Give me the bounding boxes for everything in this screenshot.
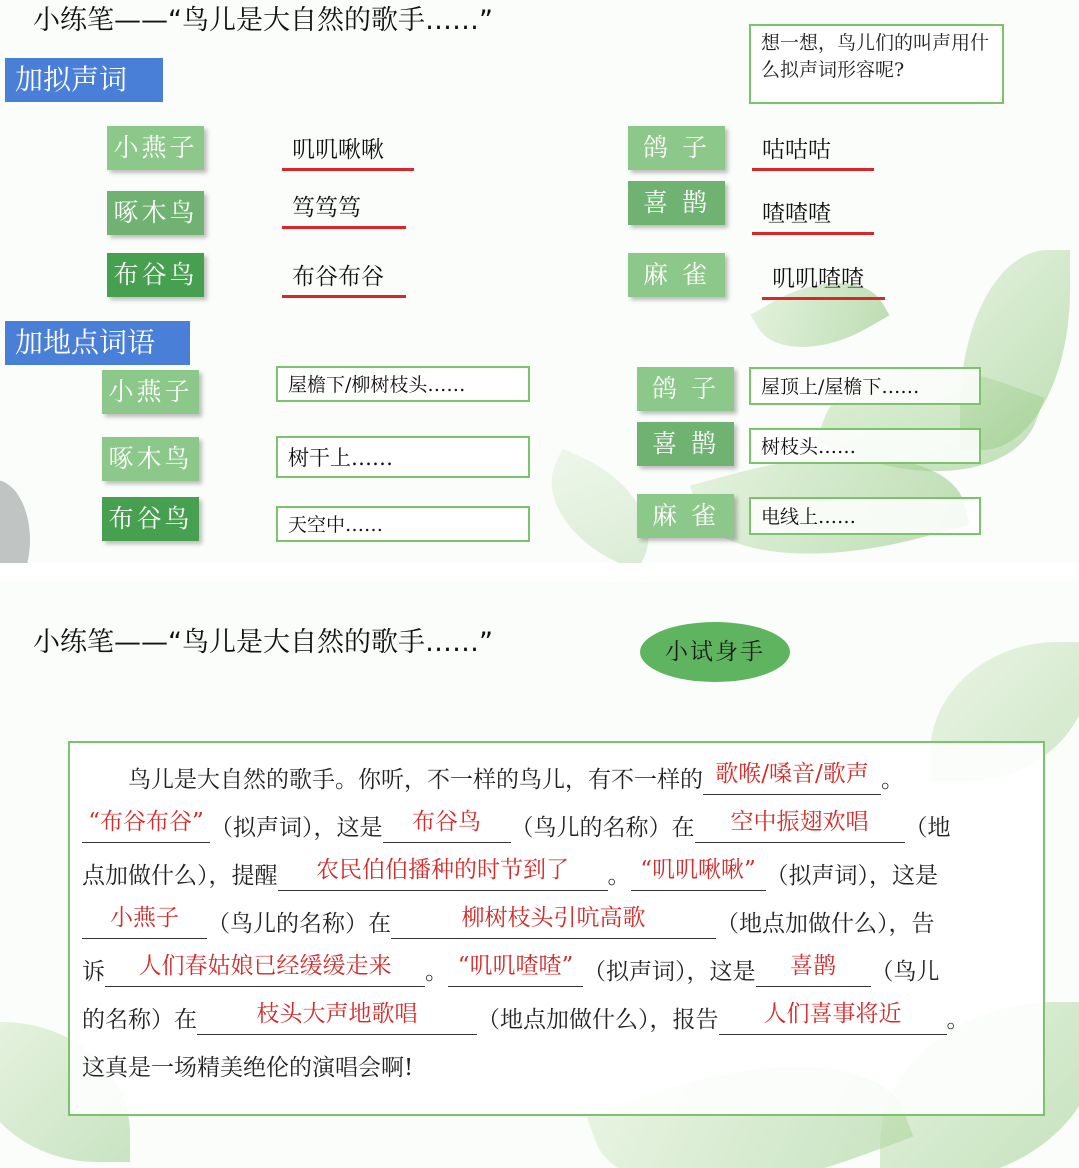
passage-text: 这真是一场精美绝伦的演唱会啊! (82, 1055, 414, 1081)
answer-text: 柳树枝头引吭高歌 (461, 905, 646, 931)
bird-tag-swallow: 小燕子 (102, 370, 199, 414)
sound-answer: 布谷布谷 (282, 258, 406, 298)
answer-blank (197, 1001, 477, 1035)
answer-blank (631, 857, 766, 891)
bird-tag-swallow: 小燕子 (107, 126, 204, 170)
answer-blank (756, 953, 871, 987)
passage-text: （拟声词），这是 (765, 863, 938, 889)
passage-text: （拟声词），这是 (583, 959, 756, 985)
passage-text: 的名称）在 (82, 1007, 197, 1033)
sound-answer: 叽叽啾啾 (282, 131, 414, 171)
section-label-sounds: 加拟声词 (5, 58, 163, 102)
fill-in-passage (68, 741, 1045, 1116)
passage-line (82, 905, 935, 939)
passage-line (82, 953, 940, 987)
slide-writing-practice (0, 582, 1079, 1168)
bird-tag-pigeon: 鸽 子 (637, 367, 734, 411)
passage-text: 点加做什么），提醒 (82, 863, 278, 889)
passage-text: （鸟儿的名称）在 (510, 815, 695, 841)
answer-text: “布谷布谷” (88, 809, 204, 835)
shadow-decoration (0, 480, 30, 563)
place-answer-box: 天空中…… (276, 506, 530, 542)
passage-text: （鸟儿的名称）在 (207, 911, 391, 937)
sound-answer: 笃笃笃 (282, 189, 406, 229)
bird-tag-woodpecker: 啄木鸟 (107, 191, 204, 235)
bird-tag-sparrow: 麻 雀 (628, 253, 725, 297)
answer-blank (278, 857, 608, 891)
passage-text: （拟声词），这是 (210, 815, 383, 841)
answer-blank (391, 905, 716, 939)
passage-line (82, 809, 951, 843)
bird-tag-sparrow: 麻 雀 (637, 494, 734, 538)
bird-tag-woodpecker: 啄木鸟 (102, 437, 199, 481)
place-answer-box: 屋檐下/柳树枝头…… (276, 366, 530, 402)
answer-text: 农民伯伯播种的时节到了 (316, 857, 569, 883)
passage-text: （地点加做什么），报告 (477, 1007, 719, 1033)
passage-line (82, 857, 938, 891)
slide-bird-sounds (0, 0, 1079, 563)
answer-text: 人们喜事将近 (763, 1001, 902, 1027)
section-label-places: 加地点词语 (5, 321, 190, 365)
answer-text: 人们春姑娘已经缓缓走来 (138, 953, 392, 979)
answer-blank (695, 809, 905, 843)
answer-text: “叽叽啾啾” (640, 857, 756, 883)
answer-text: 小燕子 (110, 905, 179, 931)
passage-text: 鸟儿是大自然的歌手。你听，不一样的鸟儿，有不一样的 (128, 767, 703, 793)
place-answer-box: 电线上…… (749, 497, 981, 535)
bird-tag-pigeon: 鸽 子 (628, 126, 725, 170)
slide-gap (0, 563, 1079, 582)
answer-blank (703, 761, 881, 795)
answer-blank (719, 1001, 947, 1035)
answer-text: 空中振翅欢唱 (730, 809, 869, 835)
answer-text: 喜鹊 (790, 953, 836, 979)
place-answer-box: 屋顶上/屋檐下…… (749, 367, 981, 405)
answer-text: 布谷鸟 (412, 809, 481, 835)
passage-text: （地点加做什么），告 (716, 911, 935, 937)
passage-text: （地 (904, 815, 951, 841)
sound-answer: 喳喳喳 (752, 195, 874, 235)
slide-title: 小练笔——“鸟儿是大自然的歌手……” (33, 627, 493, 658)
passage-text: 。 (946, 1007, 970, 1033)
place-answer-box: 树枝头…… (749, 428, 981, 464)
answer-blank (82, 809, 210, 843)
answer-text: 枝头大声地歌唱 (256, 1001, 418, 1027)
place-answer-box: 树干上…… (276, 436, 530, 478)
passage-text: 诉 (82, 959, 105, 985)
slide-title: 小练笔——“鸟儿是大自然的歌手……” (33, 5, 493, 36)
answer-blank (82, 905, 207, 939)
passage-line (82, 1049, 413, 1082)
bird-tag-magpie: 喜 鹊 (628, 181, 725, 225)
answer-blank (383, 809, 511, 843)
passage-text: 。 (425, 959, 448, 985)
leaf-decoration (960, 250, 1070, 450)
passage-text: 。 (881, 767, 904, 793)
answer-text: “叽叽喳喳” (457, 953, 574, 979)
answer-text: 歌喉/嗓音/歌声 (715, 761, 869, 787)
bird-tag-magpie: 喜 鹊 (637, 422, 734, 466)
passage-text: （鸟儿 (870, 959, 940, 985)
bird-tag-cuckoo: 布谷鸟 (107, 253, 204, 297)
passage-text: 。 (607, 863, 631, 889)
passage-line (128, 761, 904, 795)
answer-blank (105, 953, 425, 987)
passage-line (82, 1001, 970, 1035)
sound-answer: 叽叽喳喳 (762, 260, 885, 300)
think-prompt-box: 想一想，鸟儿们的叫声用什么拟声词形容呢? (749, 24, 1004, 104)
sound-answer: 咕咕咕 (752, 131, 874, 171)
try-it-badge: 小试身手 (640, 622, 790, 682)
bird-tag-cuckoo: 布谷鸟 (102, 497, 199, 541)
answer-blank (448, 953, 583, 987)
